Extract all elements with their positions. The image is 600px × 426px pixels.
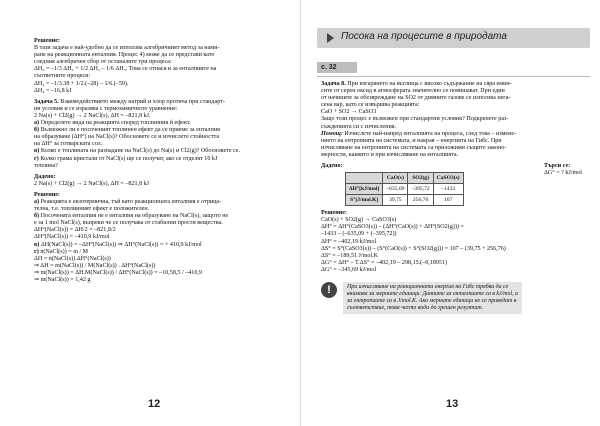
text-line: Задача 5. Взаимодействието между натрий и хлор протича при стандарт- xyxy=(34,98,225,105)
find-value: ΔG° = ? kJ/mol xyxy=(543,170,582,177)
table-header-cell: CaO(s) xyxy=(383,173,408,184)
thermo-data-table xyxy=(345,172,464,206)
table-header-cell: SO2(g) xyxy=(408,173,433,184)
text-line: Решение: xyxy=(34,191,60,198)
note-text xyxy=(343,282,522,314)
text-line: ΔH = n(NaCl(s)).ΔH°(NaCl(s)) xyxy=(34,255,111,262)
table-cell: ΔH°[kJ/mol] xyxy=(346,184,383,195)
chapter-header xyxy=(317,28,590,48)
note-line: за ентропиите са в J/mol.K. Ако мерните единици не се приведат в xyxy=(347,297,517,304)
text-line: съжденията си с изчисления. xyxy=(321,123,397,130)
triangle-marker-icon xyxy=(327,33,334,43)
text-line: б) Посочената енталпия не е енталпия на образуване на NaCl(s), защото не xyxy=(34,213,229,220)
solution-block xyxy=(321,210,590,274)
text-line: ΔH°(NaCl(s)) = –410,9 kJ/mol xyxy=(34,234,110,241)
given-label: Дадено: xyxy=(321,163,343,170)
text-line: а) Реакцията е екзотермична, тъй като реакционната енталпия е отрица- xyxy=(34,198,222,205)
text-line: ΔH₄ = –1/3 ΔH₁ + 1/2 ΔH₂ – 1/6 ΔH₃. Това се отнася и за енталпиите на xyxy=(34,66,217,73)
text-line: Решение: xyxy=(34,38,60,44)
text-line: телна, т.е. топлинният ефект е положителен. xyxy=(34,206,150,213)
text-line: Задача 8. При изгарянето на въглища с високо съдържание на сяра емин- xyxy=(321,81,512,87)
page-number-left: 12 xyxy=(148,398,161,410)
table-cell: 256,76 xyxy=(408,195,433,206)
note-line: При изчисляване на реакционната енергия на Гибс трябва да се xyxy=(347,283,509,290)
page-number-right: 13 xyxy=(446,398,459,410)
text-line: Защо този процес е възможен при стандартни условия? Подкрепете раз- xyxy=(321,116,509,123)
text-line: следния алгебричен сбор от останалите три процеса: xyxy=(34,59,172,66)
text-line: сена вар, като се извършва реакцията: xyxy=(321,102,420,109)
text-line: сите от серен оксид в атмосферата значително се повишават. При един xyxy=(321,88,505,95)
text-line: 2 Na(s) + Cl2(g) → 2 NaCl(s), ΔH = –821,8 kJ xyxy=(34,180,150,187)
table-cell: –635,09 xyxy=(383,184,408,195)
text-line: съответните процеси: xyxy=(34,73,91,80)
note-box xyxy=(321,282,590,314)
table-cell: 39,75 xyxy=(383,195,408,206)
given-find-row xyxy=(321,163,590,206)
text-line: изчисляване на ентропията на системата са приложими същите законо- xyxy=(321,144,507,151)
solution-line: ΔS° = S°(CaSO3(s)) – (S°(CaO(s)) + S°(SO2(g))) = 107 – (39,75 + 256,76) xyxy=(321,245,506,252)
right-text-block xyxy=(321,81,590,159)
table-row xyxy=(346,195,464,206)
solution-line: ΔH° = –402,19 kJ/mol xyxy=(321,238,377,245)
table-cell: –395,72 xyxy=(408,184,433,195)
text-line: Помощ: Изчислете най-напред енталпията на процеса, след това – измене- xyxy=(321,130,517,137)
solution-line: –1433 – (–635,09 + (–395,72)) xyxy=(321,231,397,238)
solution-line: ΔS° = –189,51 J/mol.K xyxy=(321,252,379,259)
left-text-block xyxy=(34,38,292,284)
text-line: CaO + SO2 → CaSO3 xyxy=(321,109,377,116)
table-cell: S°[J/mol.K] xyxy=(346,195,383,206)
text-line: г) n(NaCl(s)) = m / M xyxy=(34,248,89,255)
text-line: в) ΔH(NaCl(s)) = –ΔH°(NaCl(s)) ⇒ ΔH°(NaCl(s)) = + 410,9 kJ/mol xyxy=(34,241,202,248)
text-line: В тази задача е най-удобно да се използва алгебричният метод за нами- xyxy=(34,45,220,52)
table-header-cell xyxy=(346,173,383,184)
text-line: мерности, каквито и при изчисляване на енталпията. xyxy=(321,151,459,158)
solution-line: ΔG° = ΔH° – T.ΔS° = –402,19 – 298,15.(–0,18951) xyxy=(321,259,448,266)
note-line: внимава за мерните единици. Данните за енталпиите са в kJ/mol, а xyxy=(347,290,519,297)
text-line: на ΔH° за готварската сол. xyxy=(34,141,103,148)
text-line: нието на ентропията на системата, и накрая – енергията на Гибс. При xyxy=(321,137,502,144)
table-cell: –1433 xyxy=(433,184,463,195)
exclamation-icon: ! xyxy=(321,282,337,298)
text-line: Дадено: xyxy=(34,173,56,180)
table-cell: 107 xyxy=(433,195,463,206)
text-line: на образуване (ΔH°) на NaCl(s)? Обоснoвете се и изчислете стойността xyxy=(34,134,220,141)
section-label: с. 32 xyxy=(317,62,357,73)
solution-line: ΔH° = ΔH°(CaSO3(s)) – (ΔH°(CaO(s)) + ΔH°(SO2(g))) = xyxy=(321,224,464,231)
table-row xyxy=(346,184,464,195)
text-line: ⇒ ΔH = m(NaCl(s)) / M(NaCl(s)) . ΔH°(NaCl(s)) xyxy=(34,262,156,269)
solution-line: ΔG° = –345,69 kJ/mol xyxy=(321,266,377,273)
note-line: съответствие, това често води до грешен резултат. xyxy=(347,304,484,311)
text-line: ΔH₄ = –1/3.38 + 1/2.(–28) – 1/6.(–59). xyxy=(34,80,129,87)
text-line: ΔH°(NaCl(s)) = ΔH/2 = –821,8/2 xyxy=(34,227,116,234)
text-line: е за 1 mol NaCl(s), въпреки че се получава от стабилни прости вещества. xyxy=(34,220,223,227)
text-line: ране на реакционната енталпия. Процес 4) може да се представи като xyxy=(34,52,215,59)
text-line: ΔH₄ = –16,8 kJ xyxy=(34,87,72,94)
text-line: ни условия и се изразява с термохимичното уравнение: xyxy=(34,105,178,112)
text-line: от начините за обезвреждане на SO2 от димните газове се използва нега- xyxy=(321,95,511,102)
solution-line: CaO(s) + SO2(g) → CaSO3(s) xyxy=(321,217,397,224)
text-line: г) Колко грама кристали от NaCl(s) ще се получат, ако се отделят 10 kJ xyxy=(34,155,218,162)
text-line: ⇒ m(NaCl(s)) = ΔH.M(NaCl(s)) / ΔH°(NaCl(s)) = –10,58,5 / –410,9 xyxy=(34,269,202,276)
solution-line: Решение: xyxy=(321,210,347,217)
text-line: а) Определете вида на реакцията според топлинния й ефект. xyxy=(34,120,191,127)
text-line: 2 Na(s) + Cl2(g) → 2 NaCl(s), ΔH = –821,8 kJ. xyxy=(34,112,151,119)
text-line: ⇒ m(NaCl(s)) = 1,42 g xyxy=(34,277,91,283)
text-line: в) Колко е топлината на разпадане на NaCl(s) до Na(s) и Cl2(g)? Обоснoвете се. xyxy=(34,148,241,155)
chapter-title: Посока на процесите в природата xyxy=(341,31,507,42)
table-header-cell: CaSO3(s) xyxy=(433,173,463,184)
text-line: б) Възможно ли е посоченият топлинен ефект да се приеме за енталпия xyxy=(34,127,220,134)
find-label: Търси се: xyxy=(543,163,571,170)
text-line: топлина? xyxy=(34,162,58,169)
right-page xyxy=(300,0,600,426)
